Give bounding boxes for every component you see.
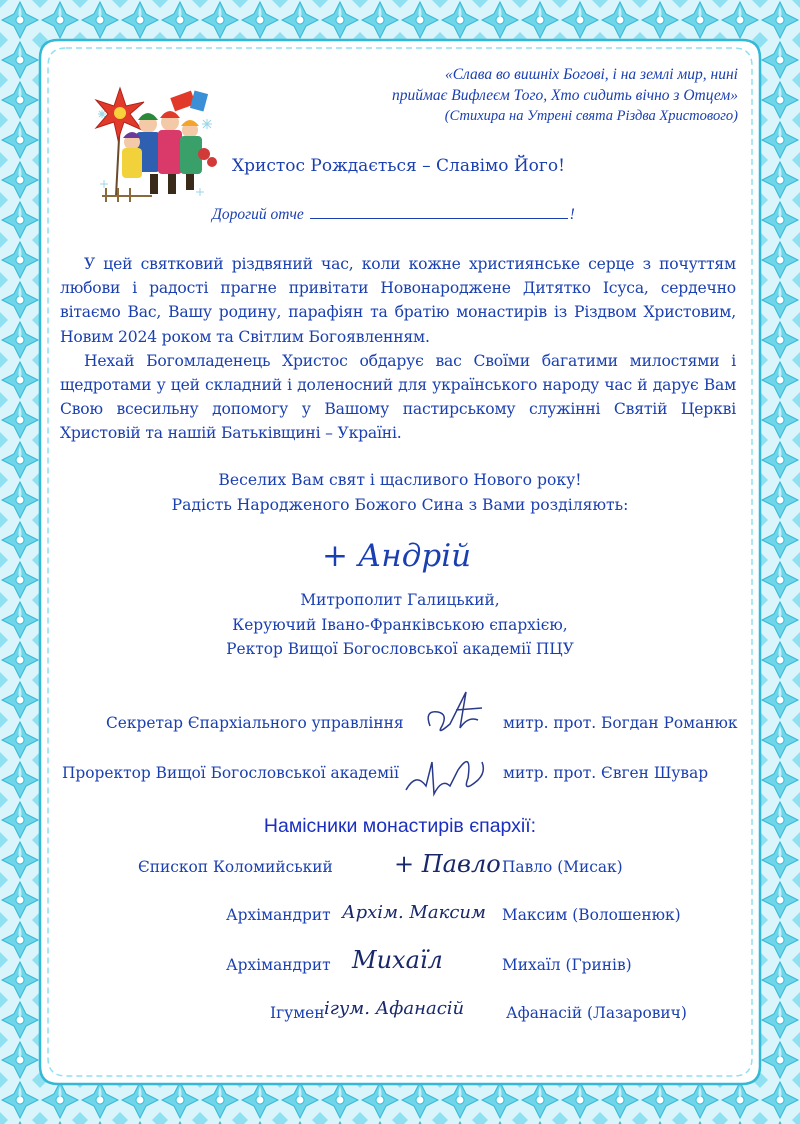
christmas-greeting: Христос Рождається – Славімо Його! bbox=[232, 156, 565, 176]
monastery-rank-3: Архімандрит bbox=[226, 956, 331, 974]
monasteries-heading: Намісники монастирів єпархії: bbox=[263, 815, 537, 837]
monastery-signature-4: ігум. Афанасій bbox=[324, 998, 465, 1019]
monastery-name-3: Михаїл (Гринів) bbox=[502, 956, 632, 974]
secretary-position: Секретар Єпархіального управління bbox=[106, 714, 404, 732]
monastery-signature-3: Михаїл bbox=[352, 946, 443, 974]
monastery-name-1: Павло (Мисак) bbox=[502, 858, 623, 876]
monastery-rank-1: Єпископ Коломийський bbox=[138, 858, 333, 876]
monastery-rank-4: Ігумен bbox=[270, 1004, 325, 1022]
address-prefix: Дорогий отче bbox=[212, 206, 304, 223]
prorector-position: Проректор Вищої Богословської академії bbox=[62, 764, 399, 782]
letter-body bbox=[60, 252, 736, 446]
address-suffix: ! bbox=[569, 206, 575, 223]
prorector-name: митр. прот. Євген Шувар bbox=[503, 764, 709, 782]
metropolitan-title-2: Керуючий Івано-Франківською єпархією, bbox=[232, 615, 568, 634]
address-blank-line bbox=[310, 204, 568, 219]
monastery-rank-2: Архімандрит bbox=[226, 906, 331, 924]
epigraph bbox=[278, 64, 738, 127]
body-paragraph-2: Нехай Богомладенець Христос обдарує вас Своїми багатими милостями і щедротами у цей складний і доленосний для українського народу час й дарує Вам Свою всесильну допомогу у Вашому пастирському служінні Святій Церкві Христовій та нашій Батьківщині – Україні. bbox=[60, 351, 736, 443]
metropolitan-signature: + Андрій bbox=[322, 538, 472, 574]
body-paragraph-1: У цей святковий різдвяний час, коли кожне християнське серце з почуттям любови і радості прагне привітати Новонароджене Дитятко Ісуса, сердечно вітаємо Вас, Вашу родину, парафіян та братію монастирів із Різдвом Христовим, Новим 2024 роком та Світлим Богоявленням. bbox=[60, 255, 736, 346]
secretary-name: митр. прот. Богдан Романюк bbox=[503, 714, 738, 732]
wishes-line-2: Радість Народженого Божого Сина з Вами розділяють: bbox=[171, 496, 629, 514]
wishes-line-1: Веселих Вам свят і щасливого Нового року! bbox=[218, 471, 582, 489]
metropolitan-titles bbox=[0, 588, 800, 662]
monastery-signature-1: + Павло bbox=[394, 850, 501, 878]
secretary-signature bbox=[420, 686, 492, 746]
monastery-signature-2: Архім. Максим bbox=[342, 902, 486, 923]
epigraph-line-1: «Слава во вишніх Богові, і на землі мир, нині bbox=[444, 66, 738, 83]
epigraph-source: (Стихира на Утрені свята Різдва Христового) bbox=[444, 108, 738, 124]
metropolitan-title-1: Митрополит Галицький, bbox=[300, 591, 500, 609]
christmas-carolers-star-illustration bbox=[92, 84, 222, 214]
epigraph-line-2: приймає Вифлеєм Того, Хто сидить вічно з Отцем» bbox=[392, 87, 738, 104]
wishes-block bbox=[0, 468, 800, 518]
prorector-signature bbox=[402, 742, 498, 804]
address-line bbox=[212, 204, 575, 224]
metropolitan-title-3: Ректор Вищої Богословської академії ПЦУ bbox=[226, 640, 574, 658]
monastery-name-4: Афанасій (Лазарович) bbox=[506, 1004, 687, 1022]
monastery-name-2: Максим (Волошенюк) bbox=[502, 906, 681, 924]
